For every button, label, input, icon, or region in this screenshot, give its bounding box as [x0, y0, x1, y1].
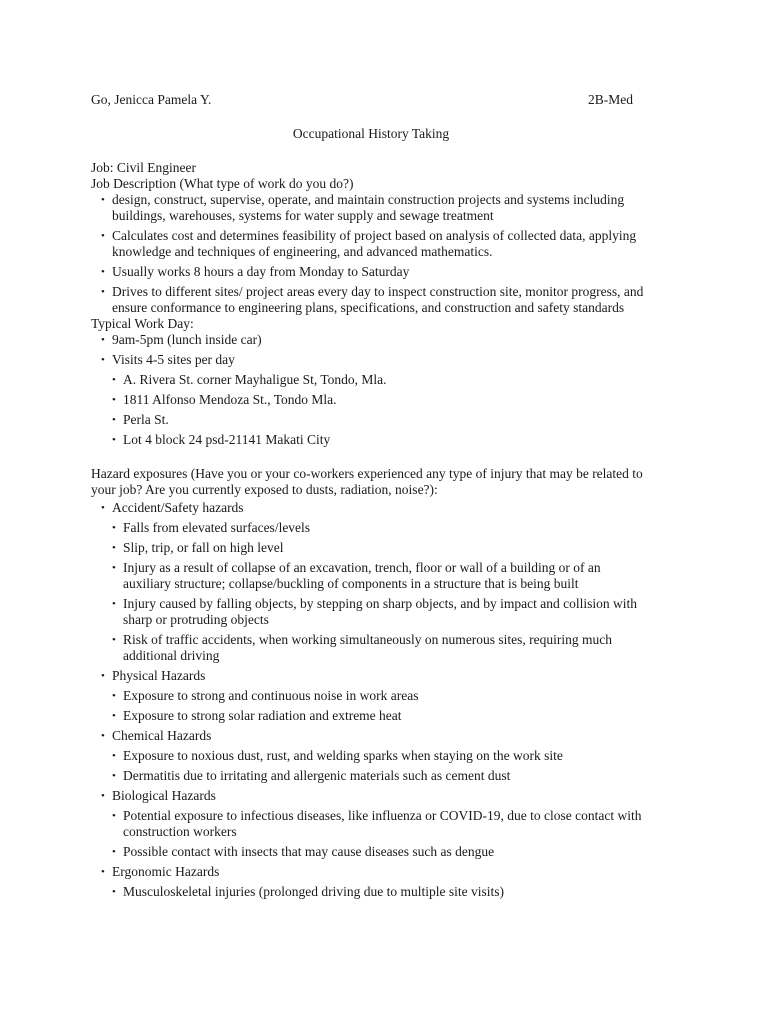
hazard-heading: Hazard exposures (Have you or your co-workers experienced any type of injury that may be related to your job? Are you currently exposed to dusts, radiation, noise?): [91, 466, 643, 497]
hazard-group [91, 728, 651, 784]
list-item-text: 9am-5pm (lunch inside car) [112, 332, 262, 347]
list-item-text: Visits 4-5 sites per day [112, 352, 235, 367]
student-name: Go, Jenicca Pamela Y. [91, 92, 212, 107]
hazard-items [112, 808, 651, 860]
hazard-item: • Exposure to noxious dust, rust, and welding sparks when staying on the work site [112, 748, 651, 764]
list-item: • Drives to different sites/ project areas every day to inspect construction site, monitor progress, and ensure conformance to engineering plans, specifications, and construction and safety standards [91, 284, 651, 316]
list-item: • Calculates cost and determines feasibility of project based on analysis of collected data, applying knowledge and techniques of engineering, and advanced mathematics. [91, 228, 651, 260]
hazard-items [112, 688, 651, 724]
site-item: • Lot 4 block 24 psd-21141 Makati City [112, 432, 651, 448]
job-description-heading: Job Description (What type of work do you do?) [91, 176, 354, 191]
hazard-items [112, 748, 651, 784]
hazard-item: • Potential exposure to infectious diseases, like influenza or COVID-19, due to close contact with construction workers [112, 808, 651, 840]
list-item [91, 352, 651, 448]
work-day-list [91, 332, 651, 448]
hazard-group [91, 500, 651, 664]
hazard-item: • Slip, trip, or fall on high level [112, 540, 651, 556]
site-list [112, 372, 651, 448]
hazard-item: • Falls from elevated surfaces/levels [112, 520, 651, 536]
hazard-group-label: Ergonomic Hazards [112, 864, 220, 879]
list-item: • Usually works 8 hours a day from Monday to Saturday [91, 264, 651, 280]
hazard-item: • Exposure to strong solar radiation and extreme heat [112, 708, 651, 724]
hazard-group [91, 668, 651, 724]
hazard-item: • Injury caused by falling objects, by stepping on sharp objects, and by impact and collision with sharp or protruding objects [112, 596, 651, 628]
hazard-list [91, 500, 651, 900]
document-header [91, 92, 651, 110]
hazard-item: • Risk of traffic accidents, when working simultaneously on numerous sites, requiring much additional driving [112, 632, 651, 664]
student-section: 2B-Med [588, 92, 633, 107]
hazard-group-label: Accident/Safety hazards [112, 500, 244, 515]
document-page [91, 92, 651, 904]
page-title: Occupational History Taking [292, 126, 450, 141]
hazard-group [91, 864, 651, 900]
hazard-group-label: Physical Hazards [112, 668, 206, 683]
site-item: • Perla St. [112, 412, 651, 428]
hazard-item: • Exposure to strong and continuous noise in work areas [112, 688, 651, 704]
hazard-group-label: Chemical Hazards [112, 728, 212, 743]
hazard-items [112, 884, 651, 900]
site-item: • A. Rivera St. corner Mayhaligue St, Tondo, Mla. [112, 372, 651, 388]
list-item [91, 332, 651, 348]
hazard-item: • Dermatitis due to irritating and allergenic materials such as cement dust [112, 768, 651, 784]
job-title: Job: Civil Engineer [91, 160, 196, 175]
work-day-heading: Typical Work Day: [91, 316, 194, 331]
hazard-group-label: Biological Hazards [112, 788, 216, 803]
site-item: • 1811 Alfonso Mendoza St., Tondo Mla. [112, 392, 651, 408]
job-description-list [91, 192, 651, 316]
hazard-item: • Injury as a result of collapse of an excavation, trench, floor or wall of a building or of an auxiliary structure; collapse/buckling of components in a structure that is being built [112, 560, 651, 592]
hazard-group [91, 788, 651, 860]
hazard-item: • Possible contact with insects that may cause diseases such as dengue [112, 844, 651, 860]
hazard-item: • Musculoskeletal injuries (prolonged driving due to multiple site visits) [112, 884, 651, 900]
hazard-items [112, 520, 651, 664]
list-item: • design, construct, supervise, operate, and maintain construction projects and systems including buildings, warehouses, systems for water supply and sewage treatment [91, 192, 651, 224]
